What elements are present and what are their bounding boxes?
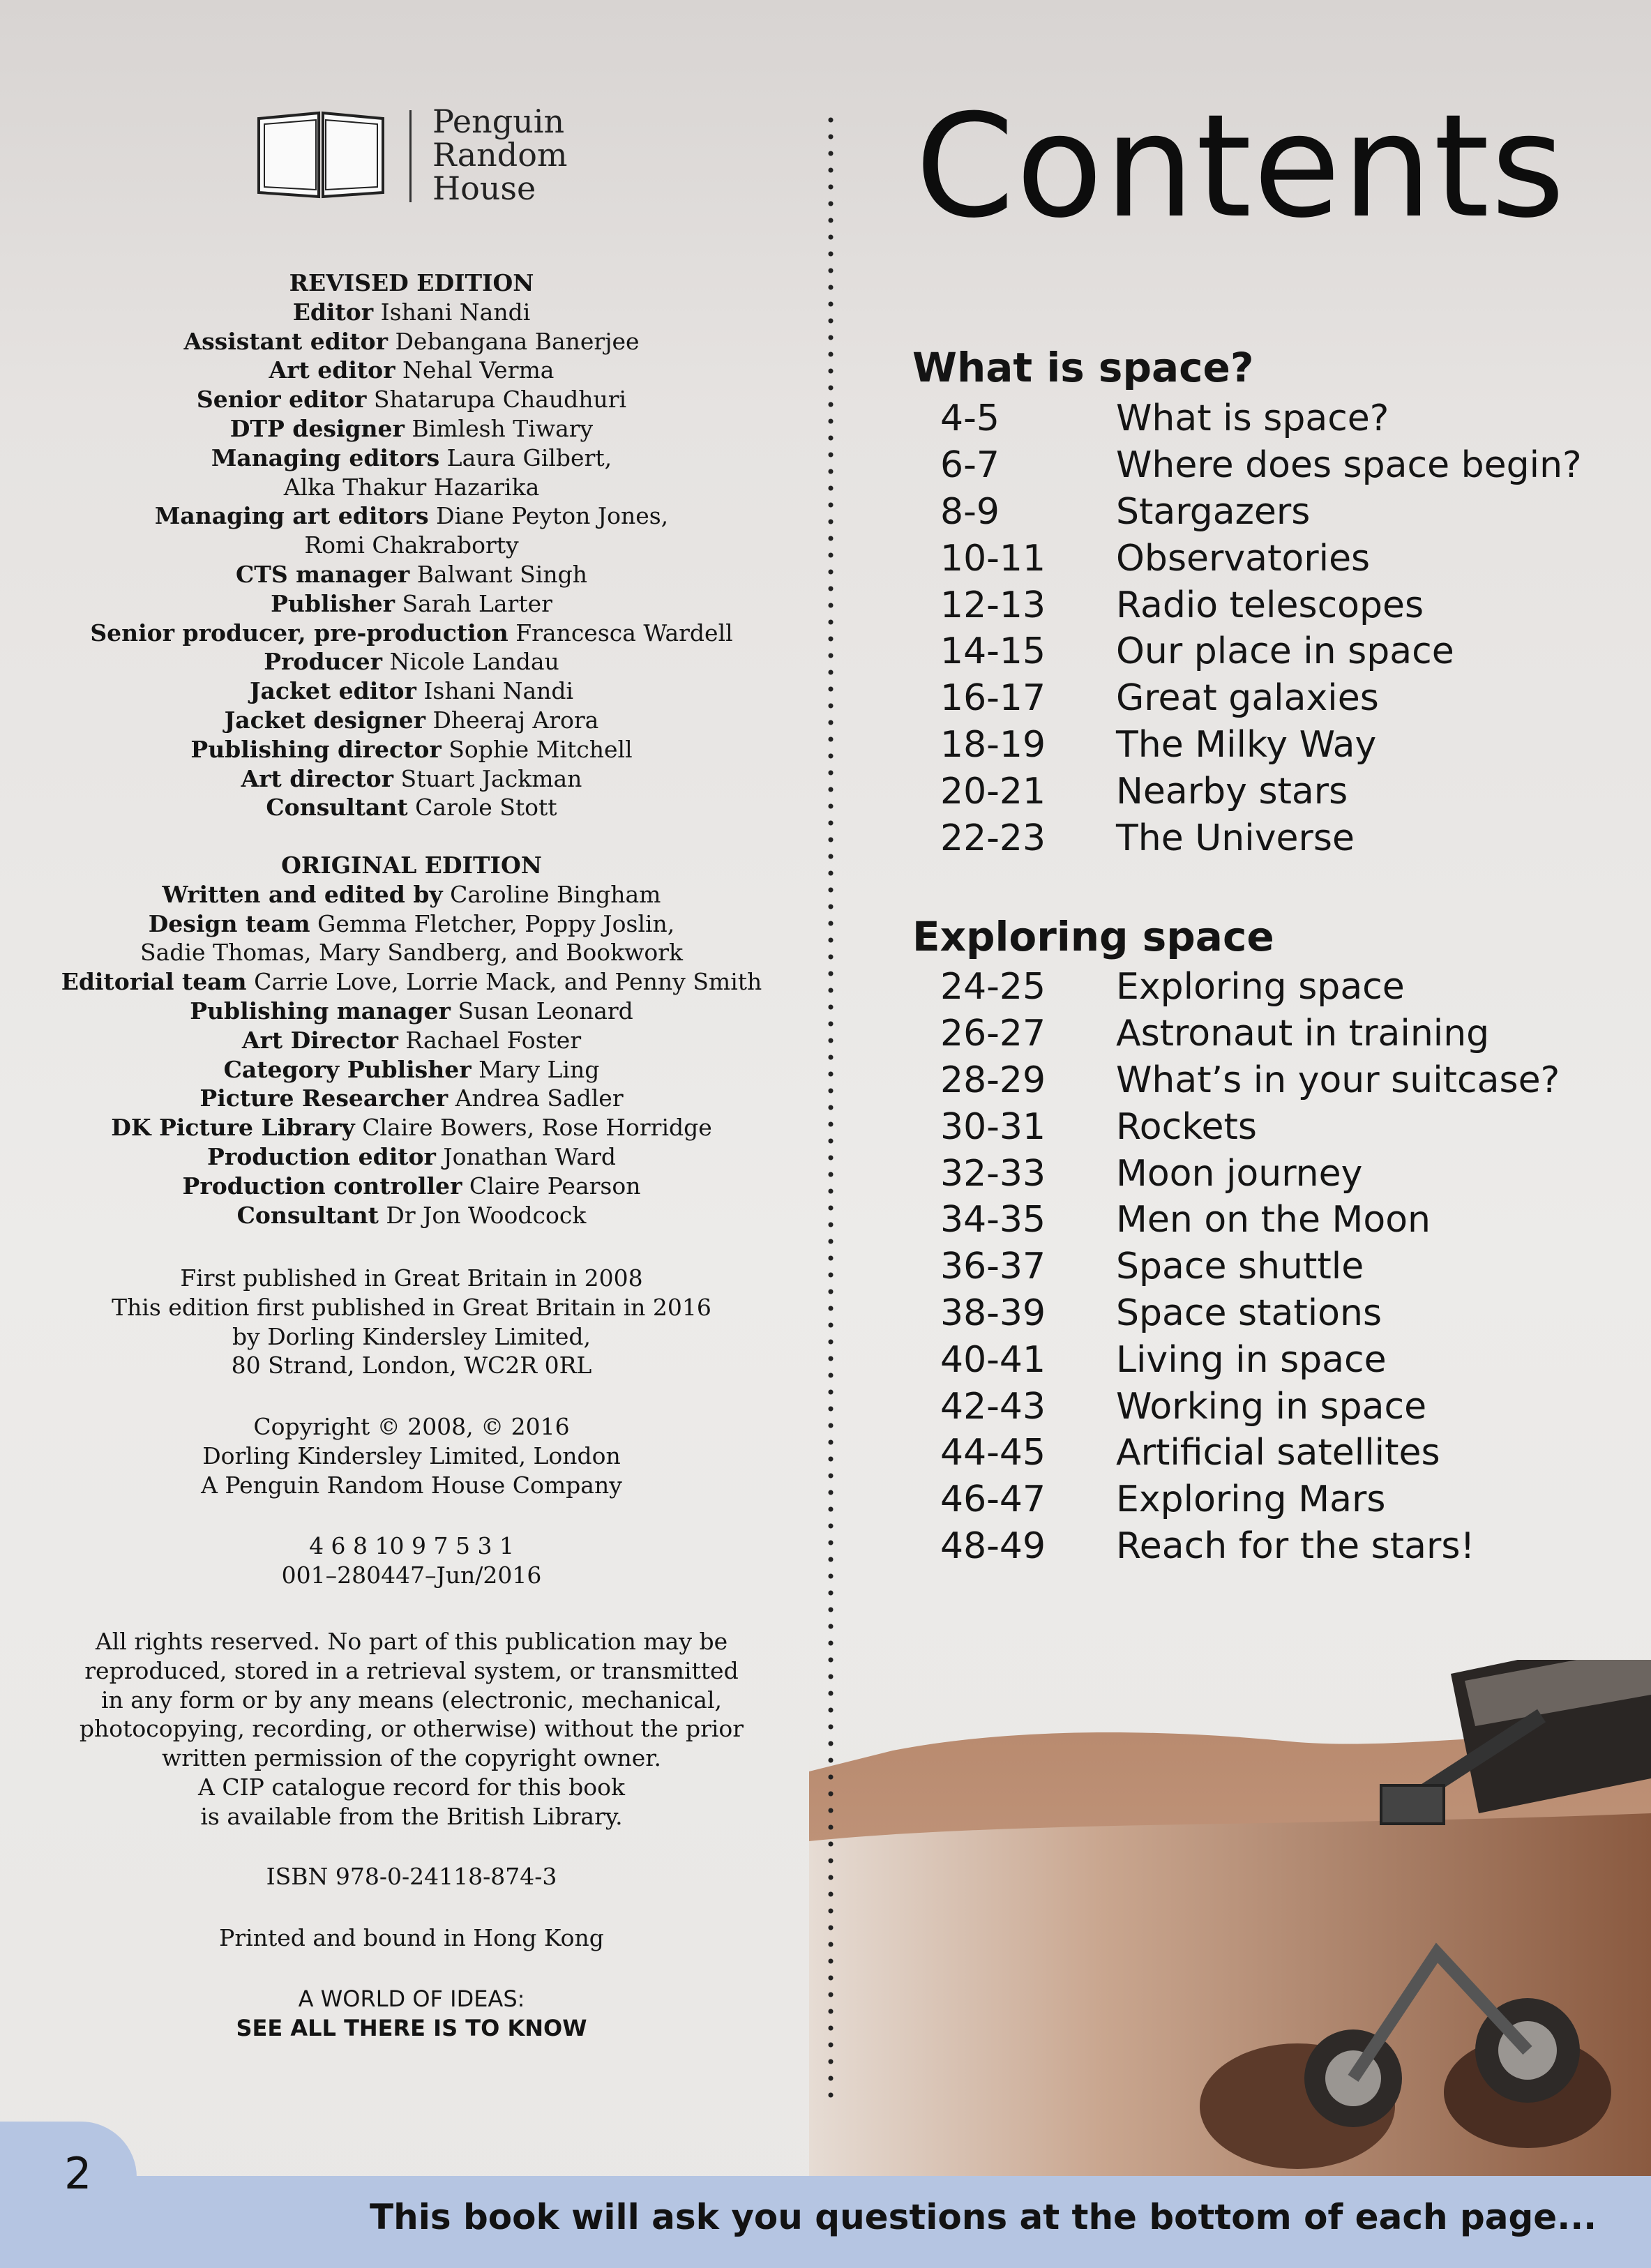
credit-line — [28, 414, 795, 444]
credit-line — [28, 356, 795, 385]
credit-name: Bimlesh Tiwary — [412, 414, 594, 442]
toc-title: Stargazers — [1116, 490, 1311, 533]
publication-line: 80 Strand, London, WC2R 0RL — [231, 1352, 592, 1379]
publisher-line: Penguin — [432, 103, 565, 140]
credit-name: Sadie Thomas, Mary Sandberg, and Bookwork — [140, 939, 683, 967]
credit-line — [28, 764, 795, 794]
credit-role: Production controller — [182, 1172, 462, 1200]
rights-line: in any form or by any means (electronic, mechanical, — [100, 1686, 722, 1714]
credit-name: Francesca Wardell — [515, 619, 733, 647]
credit-name: Carrie Love, Lorrie Mack, and Penny Smith — [254, 968, 762, 996]
credit-name: Debangana Banerjee — [395, 327, 640, 355]
toc-pages: 6-7 — [940, 444, 1000, 487]
toc-pages: 14-15 — [940, 630, 1046, 673]
publication-line: by Dorling Kindersley Limited, — [232, 1322, 591, 1350]
credit-name: Gemma Fletcher, Poppy Joslin, — [317, 909, 675, 937]
credit-name: Dheeraj Arora — [432, 706, 599, 734]
credit-role: Picture Researcher — [199, 1084, 448, 1112]
credit-line — [28, 385, 795, 414]
toc-pages: 40-41 — [940, 1338, 1046, 1381]
credit-role: Jacket editor — [249, 677, 416, 705]
toc-pages: 28-29 — [940, 1059, 1046, 1101]
credit-line — [28, 1113, 795, 1142]
credit-name: Dr Jon Woodcock — [386, 1201, 587, 1229]
credit-line — [28, 676, 795, 706]
print-code-line: 4 6 8 10 9 7 5 3 1 — [309, 1532, 514, 1559]
credit-line — [28, 501, 795, 531]
toc-entry[interactable] — [940, 489, 1624, 536]
credit-role: Art Director — [241, 1026, 398, 1054]
credit-name: Andrea Sadler — [455, 1084, 624, 1112]
toc-pages: 32-33 — [940, 1152, 1046, 1195]
toc-pages: 18-19 — [940, 723, 1046, 766]
dotted-divider — [827, 112, 834, 2106]
credit-name: Caroline Bingham — [450, 880, 661, 908]
toc-title: Nearby stars — [1116, 770, 1348, 812]
credit-name: Sophie Mitchell — [448, 735, 633, 763]
credit-role: Publishing director — [190, 735, 442, 763]
toc-pages: 24-25 — [940, 966, 1046, 1008]
toc-title: Exploring space — [1116, 966, 1405, 1008]
toc-entry[interactable] — [940, 1150, 1624, 1197]
credit-role: Senior editor — [196, 386, 367, 414]
publisher-line: Random — [432, 136, 568, 174]
toc-title: Exploring Mars — [1116, 1479, 1386, 1521]
original-edition-credits — [28, 851, 795, 1230]
credit-name: Ishani Nandi — [423, 677, 574, 705]
credit-line — [28, 909, 795, 939]
publisher-name — [432, 105, 568, 205]
toc-entry[interactable] — [940, 1290, 1624, 1337]
rights-notice — [28, 1627, 795, 1831]
isbn: ISBN 978-0-24118-874-3 — [266, 1863, 557, 1890]
toc-title: Space shuttle — [1116, 1246, 1364, 1288]
toc-pages: 38-39 — [940, 1292, 1046, 1334]
credit-role: Category Publisher — [223, 1055, 472, 1083]
credit-line — [28, 1055, 795, 1084]
credit-line — [28, 938, 795, 967]
toc-title: Where does space begin? — [1116, 444, 1582, 487]
credit-role: Editor — [292, 298, 374, 326]
rights-line: written permission of the copyright owner. — [162, 1744, 661, 1772]
credit-line — [28, 473, 795, 502]
credit-role: Design team — [148, 909, 310, 937]
dk-book-logo-icon — [255, 110, 387, 201]
credit-role: Producer — [264, 648, 382, 676]
credit-line — [28, 1026, 795, 1055]
copyright-line: Dorling Kindersley Limited, London — [202, 1442, 621, 1469]
revised-edition-credits — [28, 269, 795, 822]
toc-title: Astronaut in training — [1116, 1013, 1490, 1055]
rights-line: is available from the British Library. — [200, 1802, 623, 1830]
credit-role: Consultant — [266, 794, 408, 822]
toc-entry[interactable] — [940, 535, 1624, 582]
toc-pages: 34-35 — [940, 1199, 1046, 1241]
toc-entry[interactable] — [940, 964, 1624, 1011]
credit-role: Publisher — [271, 589, 395, 617]
publisher-line: House — [432, 169, 536, 207]
credit-name: Alka Thakur Hazarika — [283, 473, 540, 501]
toc-title: Radio telescopes — [1116, 584, 1424, 626]
credit-role: Senior producer, pre-production — [90, 619, 508, 647]
toc-title: Reach for the stars! — [1116, 1525, 1475, 1567]
toc-pages: 4-5 — [940, 398, 1000, 440]
publication-line: This edition first published in Great Britain in 2016 — [112, 1293, 711, 1321]
slogan-line-1: A WORLD OF IDEAS: — [298, 1986, 525, 2012]
credit-role: Art editor — [269, 356, 395, 384]
toc-pages: 42-43 — [940, 1385, 1046, 1428]
credit-name: Nehal Verma — [402, 356, 555, 384]
credit-name: Romi Chakraborty — [304, 531, 519, 559]
toc-pages: 12-13 — [940, 584, 1046, 626]
toc-entry[interactable] — [940, 395, 1624, 442]
toc-entry[interactable] — [940, 1197, 1624, 1243]
credit-role: Managing editors — [211, 444, 440, 471]
credit-name: Sarah Larter — [402, 589, 552, 617]
credit-role: CTS manager — [236, 560, 410, 588]
rights-line: photocopying, recording, or otherwise) without the prior — [79, 1715, 744, 1743]
logo-divider — [409, 110, 412, 202]
toc-pages: 22-23 — [940, 817, 1046, 859]
credit-name: Claire Pearson — [469, 1172, 641, 1200]
credit-name: Susan Leonard — [458, 997, 633, 1025]
toc-title: Our place in space — [1116, 630, 1454, 673]
toc-title: Living in space — [1116, 1338, 1387, 1381]
credit-role: Written and edited by — [162, 880, 443, 908]
credit-line — [28, 1172, 795, 1201]
toc-entry[interactable] — [940, 582, 1624, 628]
credit-name: Jonathan Ward — [443, 1142, 616, 1170]
rights-line: A CIP catalogue record for this book — [198, 1773, 625, 1801]
toc-pages: 30-31 — [940, 1105, 1046, 1148]
credit-role: DK Picture Library — [111, 1114, 355, 1142]
credit-name: Carole Stott — [415, 794, 557, 822]
credit-name: Stuart Jackman — [400, 764, 582, 792]
credit-role: Assistant editor — [183, 327, 388, 355]
credit-name: Mary Ling — [478, 1055, 600, 1083]
publication-info — [28, 1264, 795, 1380]
toc-section-exploring-space — [940, 964, 1624, 1569]
credit-line — [28, 1142, 795, 1172]
toc-entry[interactable] — [940, 815, 1624, 861]
dk-slogan — [28, 1984, 795, 2043]
toc-pages: 26-27 — [940, 1013, 1046, 1055]
copyright-line: A Penguin Random House Company — [201, 1471, 622, 1499]
dk-penguin-random-house-logo — [255, 105, 582, 209]
question-prompt: This book will ask you questions at the bottom of each page... — [370, 2197, 1597, 2237]
copyright-info — [28, 1412, 795, 1499]
credit-role: Publishing manager — [190, 997, 451, 1025]
credit-line — [28, 619, 795, 648]
toc-pages: 8-9 — [940, 490, 1000, 533]
toc-pages: 44-45 — [940, 1432, 1046, 1474]
toc-entry[interactable] — [940, 1057, 1624, 1104]
credit-name: Balwant Singh — [416, 560, 587, 588]
credit-role: DTP designer — [229, 414, 405, 442]
credit-name: Laura Gilbert, — [446, 444, 612, 471]
contents-title: Contents — [915, 84, 1567, 250]
credit-role: Managing art editors — [154, 502, 429, 530]
toc-entry[interactable] — [940, 768, 1624, 815]
toc-title: The Universe — [1116, 817, 1355, 859]
toc-entry[interactable] — [940, 1523, 1624, 1570]
section-heading-exploring-space: Exploring space — [912, 913, 1274, 960]
credit-name: Nicole Landau — [389, 648, 559, 676]
toc-pages: 48-49 — [940, 1525, 1046, 1567]
mars-rover-illustration — [809, 1660, 1651, 2190]
slogan-line-2: SEE ALL THERE IS TO KNOW — [236, 2015, 587, 2041]
toc-title: Working in space — [1116, 1385, 1427, 1428]
toc-title: Artificial satellites — [1116, 1432, 1440, 1474]
footer-bar — [0, 2176, 1651, 2268]
credit-role: Production editor — [207, 1142, 436, 1170]
toc-pages: 20-21 — [940, 770, 1046, 812]
toc-pages: 10-11 — [940, 537, 1046, 580]
toc-title: Rockets — [1116, 1105, 1257, 1148]
toc-title: Moon journey — [1116, 1152, 1363, 1195]
page-number: 2 — [64, 2148, 92, 2199]
original-edition-heading: ORIGINAL EDITION — [281, 852, 542, 879]
credit-line — [28, 735, 795, 764]
toc-entry[interactable] — [940, 1103, 1624, 1150]
credit-line — [28, 706, 795, 735]
toc-entry[interactable] — [940, 1336, 1624, 1383]
credit-line — [28, 647, 795, 676]
print-codes — [28, 1532, 795, 1590]
credit-name: Ishani Nandi — [380, 298, 531, 326]
credit-line — [28, 997, 795, 1026]
credit-line — [28, 560, 795, 589]
credit-line — [28, 444, 795, 473]
toc-title: Observatories — [1116, 537, 1371, 580]
print-code-line: 001–280447–Jun/2016 — [281, 1561, 542, 1589]
toc-title: Space stations — [1116, 1292, 1382, 1334]
toc-entry[interactable] — [940, 442, 1624, 489]
printed-in: Printed and bound in Hong Kong — [219, 1924, 604, 1951]
credit-name: Diane Peyton Jones, — [436, 502, 669, 530]
credit-line — [28, 793, 795, 822]
credit-role: Art director — [241, 764, 393, 792]
toc-pages: 16-17 — [940, 677, 1046, 720]
toc-section-what-is-space — [940, 395, 1624, 861]
credit-role: Jacket designer — [224, 706, 425, 734]
credit-role: Editorial team — [61, 968, 247, 996]
toc-title: Men on the Moon — [1116, 1199, 1431, 1241]
section-heading-what-is-space: What is space? — [912, 344, 1254, 391]
publication-line: First published in Great Britain in 2008 — [180, 1264, 643, 1292]
toc-title: What’s in your suitcase? — [1116, 1059, 1560, 1101]
credit-line — [28, 967, 795, 997]
toc-entry[interactable] — [940, 722, 1624, 769]
rights-line: reproduced, stored in a retrieval system, or transmitted — [84, 1656, 739, 1684]
toc-entry[interactable] — [940, 628, 1624, 675]
credit-line — [28, 1201, 795, 1230]
credit-role: Consultant — [236, 1201, 379, 1229]
toc-entry[interactable] — [940, 1383, 1624, 1430]
toc-entry[interactable] — [940, 1476, 1624, 1523]
credit-line — [28, 1084, 795, 1113]
credit-line — [28, 327, 795, 356]
toc-pages: 36-37 — [940, 1246, 1046, 1288]
credit-name: Shatarupa Chaudhuri — [373, 386, 627, 414]
credit-name: Claire Bowers, Rose Horridge — [362, 1114, 712, 1142]
toc-title: What is space? — [1116, 398, 1389, 440]
toc-title: The Milky Way — [1116, 723, 1377, 766]
credit-line — [28, 298, 795, 327]
toc-entry[interactable] — [940, 1011, 1624, 1057]
credit-line — [28, 880, 795, 909]
toc-pages: 46-47 — [940, 1479, 1046, 1521]
toc-entry[interactable] — [940, 1243, 1624, 1290]
revised-edition-heading: REVISED EDITION — [289, 269, 534, 296]
rights-line: All rights reserved. No part of this publication may be — [95, 1628, 728, 1655]
credit-name: Rachael Foster — [405, 1026, 582, 1054]
toc-entry[interactable] — [940, 1430, 1624, 1476]
credit-line — [28, 531, 795, 560]
toc-title: Great galaxies — [1116, 677, 1379, 720]
toc-entry[interactable] — [940, 675, 1624, 722]
credit-line — [28, 589, 795, 619]
copyright-line: Copyright © 2008, © 2016 — [253, 1413, 570, 1440]
